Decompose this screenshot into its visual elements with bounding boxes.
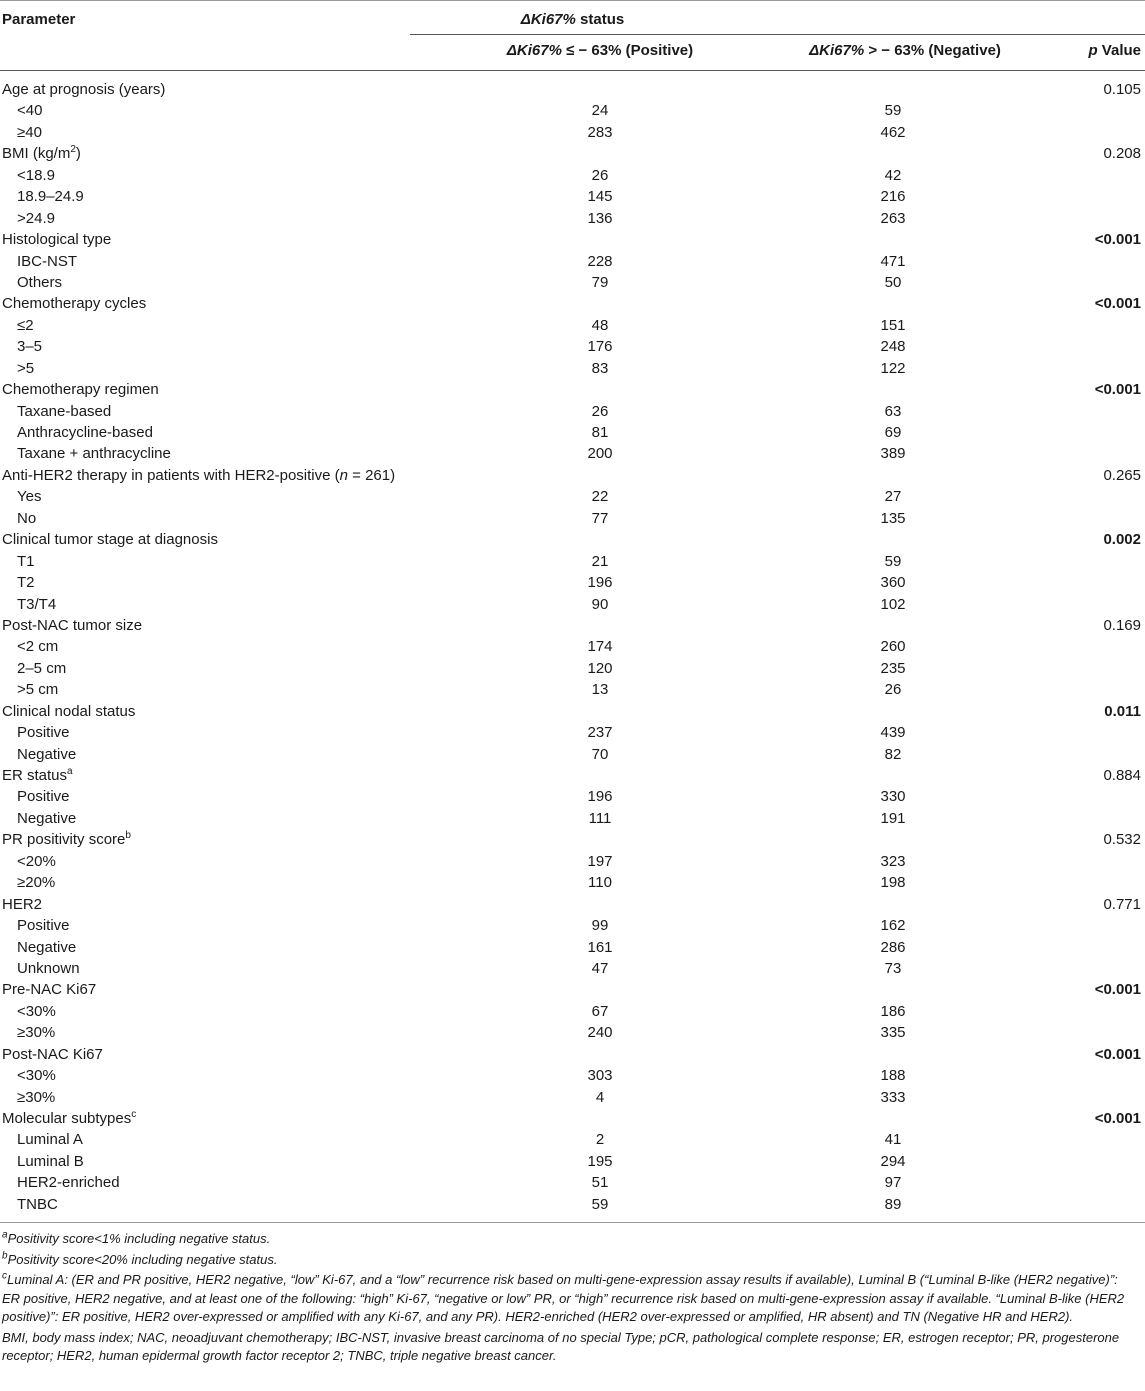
positive-count: 110: [588, 874, 612, 892]
table-row: [0, 486, 1145, 507]
row-label: >5 cm: [17, 681, 59, 699]
negative-count: 59: [884, 102, 902, 120]
negative-count: 462: [880, 123, 906, 141]
positive-count: 67: [591, 1002, 609, 1020]
negative-count: 198: [880, 874, 906, 892]
p-value: 0.884: [1103, 767, 1141, 784]
table-row: [0, 722, 1145, 743]
footnote: $^c$Luminal A: (ER and PR positive, HER2 negative, “low” Ki-67, and a “low” recurrence risk based on multi-gene-expression assay results if available), Luminal B (“Luminal B-like (HER2 negative)”: ER positive, HER2 negative, and at least one of the following: “high” Ki-67, “negative or low” PR, or “high” recurrence risk based on multi-gene-expression assay if available. “Luminal B-like (HER2 positive)”: ER positive, HER2 over-expressed or amplified with any Ki-67, and any PR). HER2-enriched (HER2 over-expressed or amplified, HR absent) and TN (Negative HR and HER2).: [2, 1270, 1125, 1324]
positive-count: 21: [591, 552, 609, 570]
p-value: 0.771: [1103, 895, 1141, 913]
row-label: Clinical tumor stage at diagnosis: [2, 531, 218, 549]
footnotes: [2, 1230, 1139, 1366]
row-label: Luminal B: [17, 1152, 84, 1170]
row-label: Age at prognosis (years): [2, 81, 166, 98]
p-value-header: p Value: [1088, 42, 1141, 59]
table-row: [0, 358, 1145, 379]
positive-count: 196: [587, 788, 613, 806]
row-label: Pre-NAC Ki67: [2, 981, 97, 999]
positive-count: 79: [591, 273, 609, 291]
negative-count: 102: [880, 595, 906, 613]
p-value: 0.208: [1103, 145, 1141, 163]
row-label: <20%: [17, 852, 56, 870]
row-label: Taxane + anthracycline: [17, 445, 171, 463]
row-label: <18.9: [17, 166, 55, 184]
positive-count: 2: [595, 1131, 605, 1149]
table-row: [0, 701, 1145, 722]
positive-count: 83: [591, 359, 609, 377]
negative-count: 82: [884, 745, 902, 763]
row-label: TNBC: [17, 1195, 58, 1213]
p-value: <0.001: [1094, 381, 1141, 399]
ki67-status-header: [0, 11, 1145, 28]
row-label: 3–5: [17, 338, 43, 356]
table-row: [0, 786, 1145, 807]
positive-count: 51: [591, 1174, 609, 1192]
positive-count: 13: [591, 681, 609, 699]
positive-count: 120: [587, 659, 613, 677]
row-label: Others: [17, 273, 63, 291]
table-row: [0, 1194, 1145, 1215]
row-label: T2: [17, 574, 35, 592]
table-row: [0, 958, 1145, 979]
negative-count: 69: [884, 424, 902, 441]
table-row: [0, 1151, 1145, 1172]
table-row: [0, 315, 1145, 336]
negative-count: 151: [880, 316, 906, 334]
row-label: Luminal A: [17, 1131, 83, 1149]
negative-count: 122: [880, 359, 906, 377]
p-value: 0.002: [1103, 531, 1141, 549]
positive-count: 200: [587, 445, 613, 463]
p-value: <0.001: [1094, 981, 1141, 999]
negative-column-header: ΔKi67% > − 63% (Negative): [809, 42, 1001, 59]
positive-count: 77: [591, 509, 609, 527]
row-label: PR positivity score$^b$: [2, 830, 131, 849]
table-row: [0, 808, 1145, 829]
row-label: Yes: [17, 488, 42, 506]
p-value: 0.532: [1103, 831, 1141, 849]
table-row: [0, 251, 1145, 272]
positive-count: 111: [588, 809, 612, 827]
row-label: Chemotherapy cycles: [2, 295, 147, 313]
positive-count: 145: [587, 188, 613, 206]
row-label: Negative: [17, 938, 77, 956]
table-header-row-1: [0, 0, 1145, 35]
table-row: [0, 379, 1145, 400]
positive-count: 174: [587, 638, 613, 656]
negative-count: 63: [884, 402, 902, 420]
row-label: >24.9: [17, 209, 55, 227]
negative-count: 42: [884, 166, 902, 184]
row-label: HER2-enriched: [17, 1174, 120, 1192]
row-label: 2–5 cm: [17, 659, 67, 677]
negative-count: 263: [880, 209, 906, 227]
negative-count: 439: [880, 724, 906, 742]
negative-count: 186: [880, 1002, 906, 1020]
footnote: $^b$Positivity score<20% including negative status.: [2, 1250, 278, 1267]
row-label: Negative: [17, 745, 77, 763]
negative-count: 188: [880, 1067, 906, 1085]
positive-count: 70: [591, 745, 609, 763]
negative-count: 50: [884, 273, 902, 291]
table-row: [0, 79, 1145, 100]
positive-count: 99: [591, 917, 609, 935]
table-row: [0, 1087, 1145, 1108]
status-delta: ΔKi67%: [520, 11, 576, 28]
table-row: [0, 636, 1145, 657]
table-row: [0, 979, 1145, 1000]
row-label: ER status$^a$: [2, 766, 73, 784]
row-label: <2 cm: [17, 638, 59, 656]
negative-count: 294: [880, 1152, 906, 1170]
table-row: [0, 401, 1145, 422]
table-row: [0, 1129, 1145, 1150]
positive-count: 81: [591, 424, 609, 441]
row-label: >5: [17, 359, 35, 377]
table-row: [0, 443, 1145, 464]
p-value: 0.265: [1103, 466, 1141, 484]
row-label: No: [17, 509, 37, 527]
negative-count: 389: [880, 445, 906, 463]
p-value: <0.001: [1094, 1110, 1141, 1127]
positive-count: 237: [587, 724, 613, 742]
positive-count: 90: [591, 595, 609, 613]
table-row: [0, 508, 1145, 529]
positive-count: 22: [591, 488, 609, 506]
p-value: <0.001: [1094, 1045, 1141, 1063]
positive-count: 303: [587, 1067, 613, 1085]
positive-count: 176: [587, 338, 613, 356]
table-row: [0, 551, 1145, 572]
row-label: IBC-NST: [17, 252, 77, 270]
positive-count: 26: [591, 402, 609, 420]
negative-count: 191: [880, 809, 906, 827]
positive-count: 283: [587, 123, 613, 141]
row-label: HER2: [2, 895, 43, 913]
positive-count: 195: [587, 1152, 613, 1170]
negative-count: 471: [880, 252, 906, 270]
row-label: Histological type: [2, 231, 112, 249]
row-label: Post-NAC Ki67: [2, 1045, 103, 1063]
table-row: [0, 465, 1145, 486]
negative-count: 162: [880, 917, 906, 935]
table-row: [0, 1172, 1145, 1193]
negative-count: 41: [884, 1131, 902, 1149]
negative-count: 335: [880, 1024, 906, 1042]
p-value: 0.011: [1104, 702, 1141, 720]
negative-count: 89: [884, 1195, 902, 1213]
p-value: 0.169: [1103, 616, 1141, 634]
row-label: ≥40: [17, 123, 42, 141]
positive-count: 228: [587, 252, 613, 270]
row-label: Positive: [17, 724, 70, 742]
table-row: [0, 615, 1145, 636]
row-label: Positive: [17, 917, 70, 935]
table-row: [0, 1065, 1145, 1086]
table-row: [0, 1022, 1145, 1043]
row-label: <30%: [17, 1002, 56, 1020]
row-label: Negative: [17, 809, 77, 827]
positive-column-header: ΔKi67% ≤ − 63% (Positive): [506, 42, 694, 59]
positive-count: 24: [591, 102, 609, 120]
table-row: [0, 229, 1145, 250]
table-row: [0, 658, 1145, 679]
positive-count: 161: [587, 938, 613, 956]
row-label: Chemotherapy regimen: [2, 381, 159, 399]
table-row: [0, 572, 1145, 593]
negative-count: 135: [880, 509, 906, 527]
row-label: 18.9–24.9: [17, 188, 84, 206]
table-row: [0, 915, 1145, 936]
positive-count: 48: [591, 316, 609, 334]
p-value: <0.001: [1094, 231, 1141, 249]
negative-count: 235: [880, 659, 906, 677]
row-label: T1: [17, 552, 35, 570]
negative-count: 248: [880, 338, 906, 356]
table-header-row-2: [0, 34, 1145, 70]
p-value: <0.001: [1094, 295, 1141, 313]
negative-count: 73: [884, 959, 902, 977]
table-row: [0, 872, 1145, 893]
negative-count: 59: [884, 552, 902, 570]
table-row: [0, 422, 1145, 443]
footnote: $^a$Positivity score<1% including negative status.: [2, 1229, 271, 1246]
row-label: <30%: [17, 1067, 56, 1085]
table-row: [0, 744, 1145, 765]
positive-count: 26: [591, 166, 609, 184]
footnote-divider: [0, 1222, 1145, 1223]
table-row: [0, 122, 1145, 143]
negative-count: 97: [884, 1174, 902, 1192]
header-bottom-divider: [0, 70, 1145, 71]
abbreviations: BMI, body mass index; NAC, neoadjuvant chemotherapy; IBC-NST, invasive breast carcinoma of no special Type; pCR, pathological complete response; ER, estrogen receptor; PR, progesterone receptor; HER2, human epidermal growth factor receptor 2; TNBC, triple negative breast cancer.: [2, 1329, 1120, 1363]
table-row: [0, 272, 1145, 293]
row-label: Anti-HER2 therapy in patients with HER2-positive (n = 261): [2, 466, 396, 484]
table-body: [0, 79, 1145, 1215]
table-row: [0, 1001, 1145, 1022]
row-label: BMI $(kg/m^2)$: [2, 144, 81, 163]
table-row: [0, 1108, 1145, 1129]
p-value: 0.105: [1103, 81, 1141, 98]
positive-count: 136: [587, 209, 613, 227]
positive-count: 4: [595, 1088, 605, 1106]
positive-count: 240: [587, 1024, 613, 1042]
status-rest: status: [575, 11, 625, 28]
table-row: [0, 336, 1145, 357]
row-label: ≥30%: [17, 1024, 56, 1042]
row-label: T3/T4: [17, 595, 57, 613]
table-row: [0, 679, 1145, 700]
table-row: [0, 1044, 1145, 1065]
positive-count: 59: [591, 1195, 609, 1213]
row-label: <40: [17, 102, 43, 120]
negative-count: 333: [880, 1088, 906, 1106]
table-row: [0, 937, 1145, 958]
positive-count: 196: [587, 574, 613, 592]
parameter-header: Parameter: [2, 11, 76, 28]
negative-count: 360: [880, 574, 906, 592]
table-row: [0, 186, 1145, 207]
table-row: [0, 293, 1145, 314]
row-label: ≤2: [17, 316, 34, 334]
negative-count: 260: [880, 638, 906, 656]
table-row: [0, 894, 1145, 915]
row-label: Positive: [17, 788, 70, 806]
table-row: [0, 143, 1145, 164]
table-row: [0, 594, 1145, 615]
row-label: Taxane-based: [17, 402, 112, 420]
row-label: ≥20%: [17, 874, 56, 892]
negative-count: 216: [880, 188, 906, 206]
negative-count: 26: [884, 681, 902, 699]
table-row: [0, 100, 1145, 121]
row-label: Anthracycline-based: [17, 424, 153, 441]
negative-count: 286: [880, 938, 906, 956]
row-label: Unknown: [17, 959, 80, 977]
table-row: [0, 165, 1145, 186]
negative-count: 27: [884, 488, 902, 506]
table-row: [0, 829, 1145, 850]
row-label: ≥30%: [17, 1088, 56, 1106]
table-row: [0, 851, 1145, 872]
table-row: [0, 529, 1145, 550]
positive-count: 47: [591, 959, 609, 977]
table-row: [0, 765, 1145, 786]
row-label: Molecular subtypes$^c$: [2, 1109, 137, 1127]
positive-count: 197: [587, 852, 613, 870]
negative-count: 330: [880, 788, 906, 806]
row-label: Clinical nodal status: [2, 702, 136, 720]
negative-count: 323: [880, 852, 906, 870]
row-label: Post-NAC tumor size: [2, 616, 143, 634]
table-row: [0, 208, 1145, 229]
